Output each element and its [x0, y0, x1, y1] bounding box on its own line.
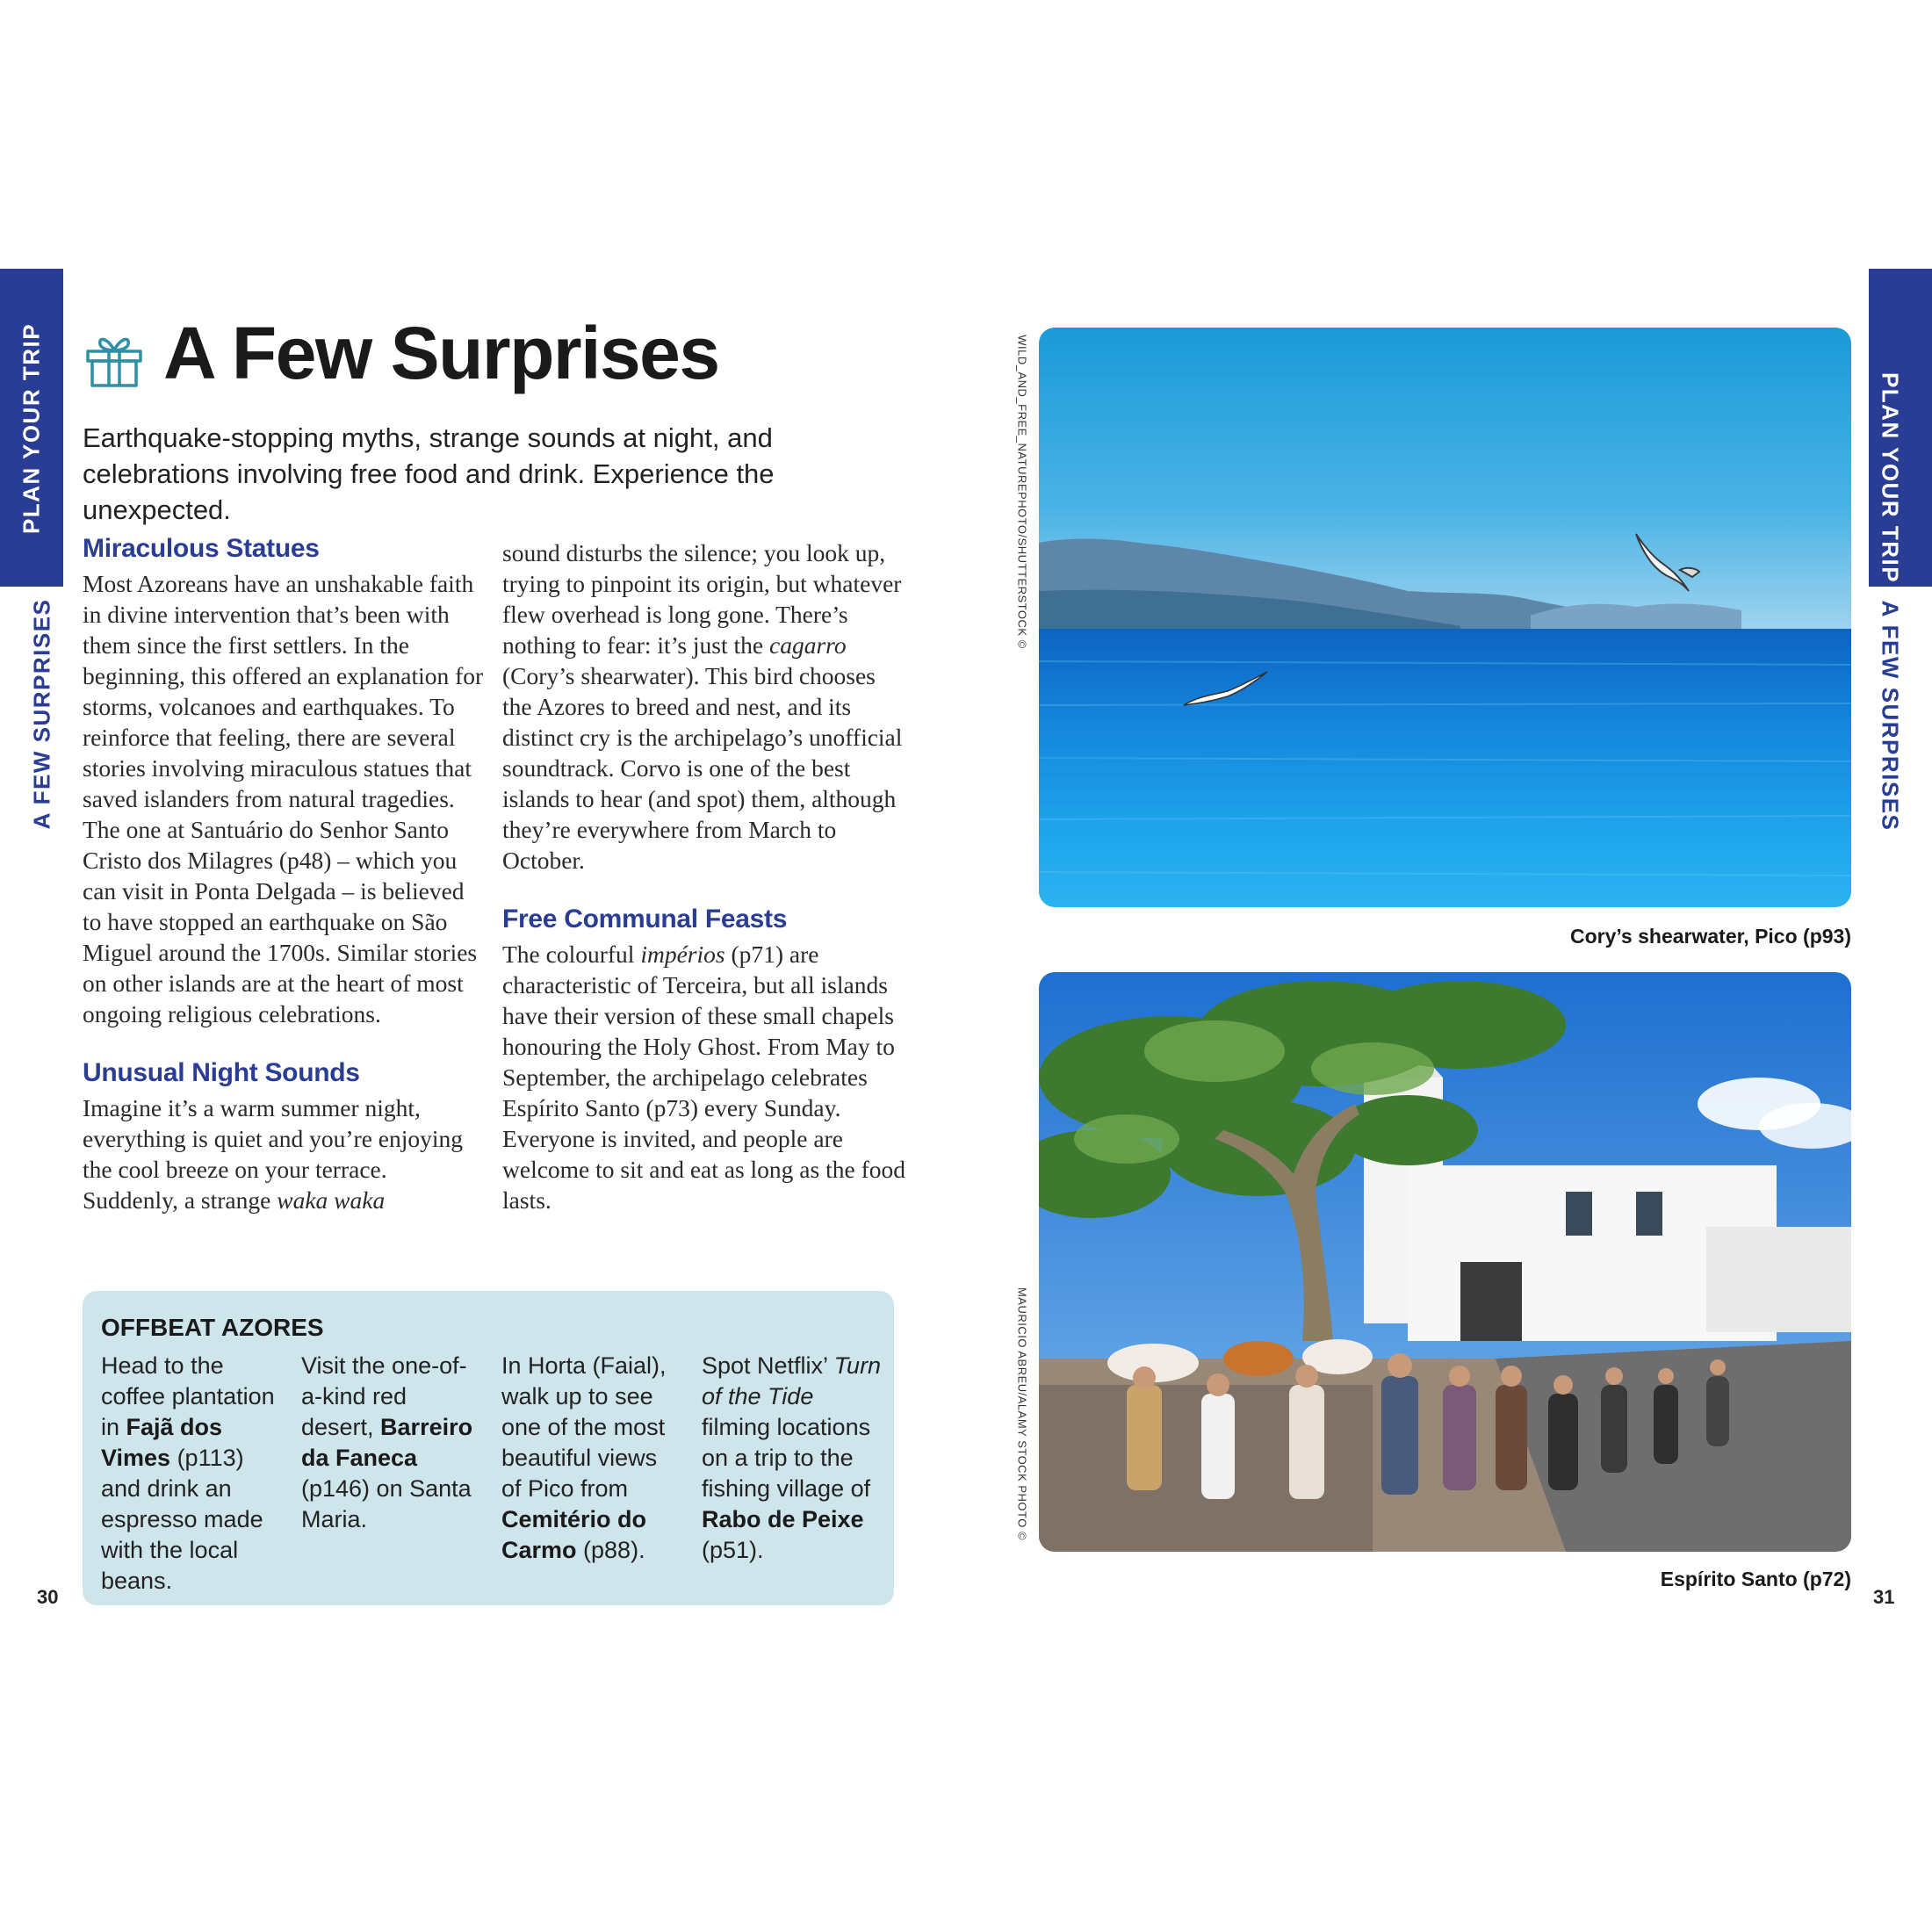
page-number-left: 30 [37, 1586, 59, 1608]
sidebar-item: In Horta (Faial), walk up to see one of the most beautiful views of Pico from Cemitério do Carmo (p88). [501, 1352, 667, 1563]
tab-label-section-right: A FEW SURPRISES [1877, 600, 1904, 832]
text-free-communal-feasts: The colourful impérios (p71) are characteristic of Terceira, but all islands have their version of these small chapels honouring the Holy Ghost. From May to September, the archipelago celebrates Espírito Santo (p73) every Sunday. Everyone is invited, and people are welcome to sit and eat as long as the food lasts. [502, 941, 905, 1214]
caption-bottom: Espírito Santo (p72) [1660, 1568, 1851, 1590]
text-miraculous-statues: Most Azoreans have an unshakable faith in divine intervention that’s been with them since the first settlers. In the beginning, this offered an explanation for storms, volcanoes and earthquakes. To reinforce that feeling, there are several stories involving miraculous statues that saved islanders from natural tragedies. The one at Santuário do Senhor Santo Cristo dos Milagres (p48) – which you can visit in Ponta Delgada – is believed to have stopped an earthquake on São Miguel around the 1700s. Similar stories on other islands are at the heart of most ongoing religious celebrations. [83, 570, 484, 1027]
photo-credit-top: WILD_AND_FREE_NATUREPHOTO/SHUTTERSTOCK © [1015, 335, 1029, 649]
text-night-sounds-start: Imagine it’s a warm summer night, everything is quiet and you’re enjoying the cool breeze on your terrace. Suddenly, a strange waka waka [83, 1094, 464, 1214]
column-right [502, 537, 906, 1215]
tab-label-plan-your-trip-left: PLAN YOUR TRIP [18, 322, 45, 535]
photo-shearwater [1039, 328, 1851, 907]
sidebar-title: OFFBEAT AZORES [101, 1314, 324, 1341]
sidebar-item: Visit the one-of-a-kind red desert, Barreiro da Faneca (p146) on Santa Maria. [301, 1352, 473, 1532]
intro-text: Earthquake-stopping myths, strange sounds at night, and celebrations involving free food and drink. Experience the unexpected. [83, 422, 775, 525]
text-night-sounds-cont: sound disturbs the silence; you look up, trying to pinpoint its origin, but whatever flew overhead is long gone. There’s nothing to fear: it’s just the cagarro (Cory’s shearwater). This bird chooses the Azores to breed and nest, and its distinct cry is the archipelago’s unofficial soundtrack. Corvo is one of the best islands to hear (and spot) them, although they’re everywhere from March to October. [502, 539, 903, 874]
photo-espirito-santo [1039, 972, 1851, 1552]
photo-credit-bottom: MAURICIO ABREU/ALAMY STOCK PHOTO © [1015, 1287, 1029, 1541]
caption-top: Cory’s shearwater, Pico (p93) [1569, 925, 1851, 948]
sidebar-item: Head to the coffee plantation in Fajã dos Vimes (p113) and drink an espresso made with the local beans. [101, 1352, 275, 1594]
heading-free-communal-feasts: Free Communal Feasts [502, 905, 788, 934]
column-left [83, 531, 487, 1215]
heading-miraculous-statues: Miraculous Statues [83, 534, 320, 563]
gift-icon [83, 327, 146, 390]
tab-label-section-left: A FEW SURPRISES [28, 598, 55, 830]
sidebar-item: Spot Netflix’ Turn of the Tide filming locations on a trip to the fishing village of Rabo de Peixe (p51). [702, 1352, 882, 1563]
page-title: A Few Surprises [163, 312, 719, 394]
heading-unusual-night-sounds: Unusual Night Sounds [83, 1058, 360, 1087]
page-number-right: 31 [1873, 1586, 1895, 1608]
tab-label-plan-your-trip-right: PLAN YOUR TRIP [1877, 371, 1904, 584]
